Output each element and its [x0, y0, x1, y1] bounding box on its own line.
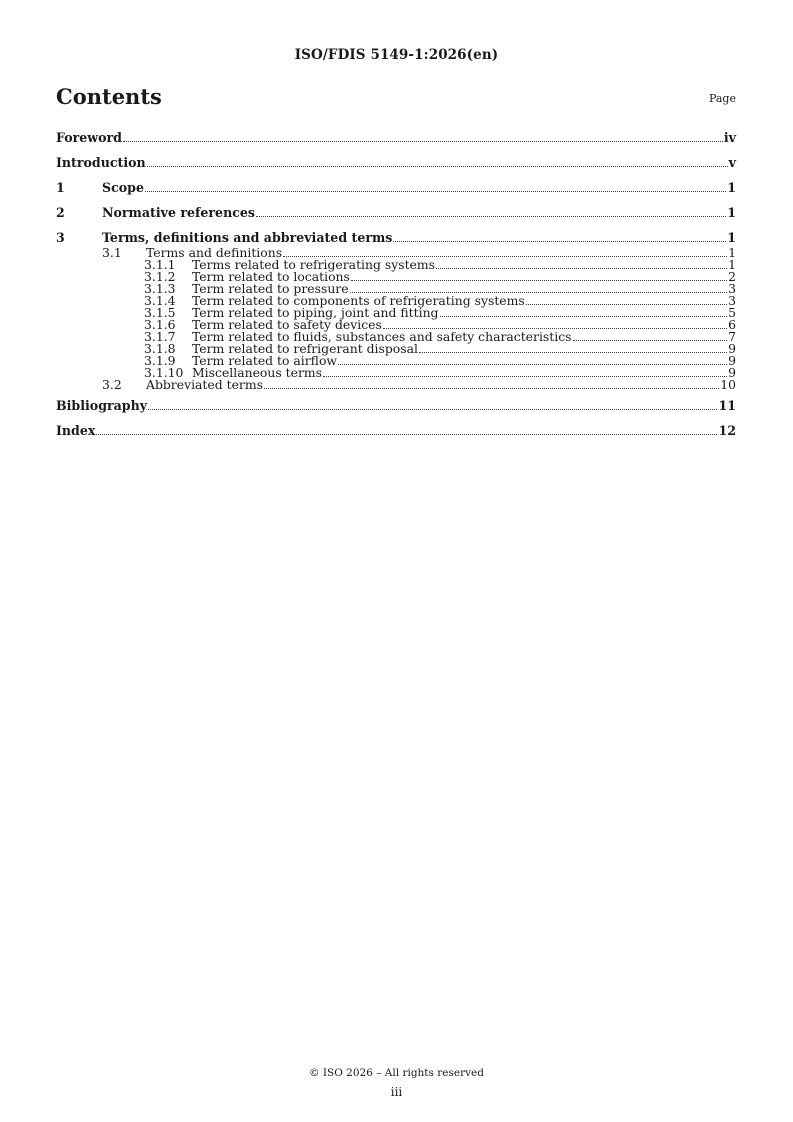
toc-entry-title: Term related to locations	[192, 269, 350, 284]
dot-leader	[148, 409, 717, 410]
toc-entry-page: iv	[723, 130, 736, 145]
toc-entry-page: 3	[728, 281, 736, 296]
toc-entry-page: 2	[728, 269, 736, 284]
dot-leader	[323, 376, 727, 377]
toc-entry-title: Terms, definitions and abbreviated terms	[102, 230, 393, 245]
toc-entry-page: 3	[728, 293, 736, 308]
toc-entry-title: Term related to pressure	[192, 281, 349, 296]
toc-entry-number: 3.1.10	[144, 365, 184, 380]
toc-entry-title: Abbreviated terms	[146, 377, 263, 392]
toc-entry-title: Foreword	[56, 130, 122, 145]
toc-entry-foreword[interactable]	[56, 129, 736, 154]
page-number: iii	[390, 1085, 403, 1099]
dot-leader	[419, 352, 727, 353]
toc-entry-page: 1	[728, 257, 736, 272]
dot-leader	[573, 340, 728, 341]
toc-entry-title: Term related to piping, joint and fitting	[192, 305, 439, 320]
dot-leader	[436, 268, 727, 269]
toc-entry-page: 9	[728, 365, 736, 380]
dot-leader	[96, 434, 717, 435]
toc-entry-page: v	[728, 155, 736, 170]
toc-entry-number: 3.2	[102, 377, 122, 392]
toc-entry-title: Scope	[102, 180, 144, 195]
toc-entry-page: 9	[728, 341, 736, 356]
toc-entry-page: 9	[728, 353, 736, 368]
page-column-label: Page	[708, 92, 736, 105]
dot-leader	[393, 241, 726, 242]
toc-entry-page: 1	[727, 180, 736, 195]
dot-leader	[338, 364, 727, 365]
toc-entry-number: 1	[56, 180, 65, 195]
toc-entry-page: 6	[728, 317, 736, 332]
toc-entry-page: 7	[728, 329, 736, 344]
toc-entry-title: Term related to refrigerant disposal	[192, 341, 418, 356]
toc-entry-title: Term related to components of refrigerating systems	[192, 293, 525, 308]
toc-entry-number: 3.1.6	[144, 317, 176, 332]
toc-entry-page: 5	[728, 305, 736, 320]
toc-entry-introduction[interactable]	[56, 154, 736, 179]
toc-entry-number: 3.1.1	[144, 257, 176, 272]
toc-entry-index[interactable]	[56, 422, 736, 447]
document-id: ISO/FDIS 5149-1:2026(en)	[294, 47, 499, 63]
toc-entry-title: Miscellaneous terms	[192, 365, 322, 380]
toc-entry-title: Bibliography	[56, 398, 148, 413]
dot-leader	[526, 304, 727, 305]
toc-entry-page: 12	[718, 423, 736, 438]
toc-entry-number: 3.1	[102, 245, 122, 260]
table-of-contents	[56, 129, 736, 447]
contents-heading	[56, 84, 736, 114]
toc-entry-number: 2	[56, 205, 65, 220]
toc-entry-3-2[interactable]	[56, 379, 736, 391]
toc-entry-number: 3.1.9	[144, 353, 176, 368]
dot-leader	[145, 191, 726, 192]
toc-entry-number: 3.1.4	[144, 293, 176, 308]
toc-entry-bibliography[interactable]	[56, 397, 736, 422]
toc-entry-number: 3.1.8	[144, 341, 176, 356]
dot-leader	[264, 388, 719, 389]
dot-leader	[351, 280, 727, 281]
toc-entry-normative-references[interactable]	[56, 204, 736, 229]
toc-entry-page: 10	[720, 377, 736, 392]
toc-entry-title: Normative references	[102, 205, 256, 220]
toc-entry-page: 11	[718, 398, 736, 413]
toc-entry-title: Term related to safety devices	[192, 317, 382, 332]
toc-entry-page: 1	[728, 245, 736, 260]
copyright-notice: © ISO 2026 – All rights reserved	[309, 1067, 484, 1079]
dot-leader	[440, 316, 728, 317]
contents-title: Contents	[56, 84, 162, 109]
toc-entry-number: 3.1.5	[144, 305, 176, 320]
dot-leader	[256, 216, 726, 217]
toc-entry-title: Term related to fluids, substances and safety characteristics	[192, 329, 572, 344]
toc-entry-number: 3	[56, 230, 65, 245]
toc-entry-page: 1	[727, 205, 736, 220]
toc-entry-title: Index	[56, 423, 96, 438]
toc-entry-title: Introduction	[56, 155, 146, 170]
dot-leader	[123, 141, 723, 142]
toc-entry-scope[interactable]	[56, 179, 736, 204]
toc-entry-title: Terms related to refrigerating systems	[192, 257, 436, 272]
toc-entry-title: Term related to airflow	[192, 353, 338, 368]
toc-entry-number: 3.1.2	[144, 269, 176, 284]
dot-leader	[147, 166, 728, 167]
toc-entry-number: 3.1.3	[144, 281, 176, 296]
toc-entry-page: 1	[727, 230, 736, 245]
toc-entry-title: Terms and definitions	[146, 245, 283, 260]
toc-entry-number: 3.1.7	[144, 329, 176, 344]
